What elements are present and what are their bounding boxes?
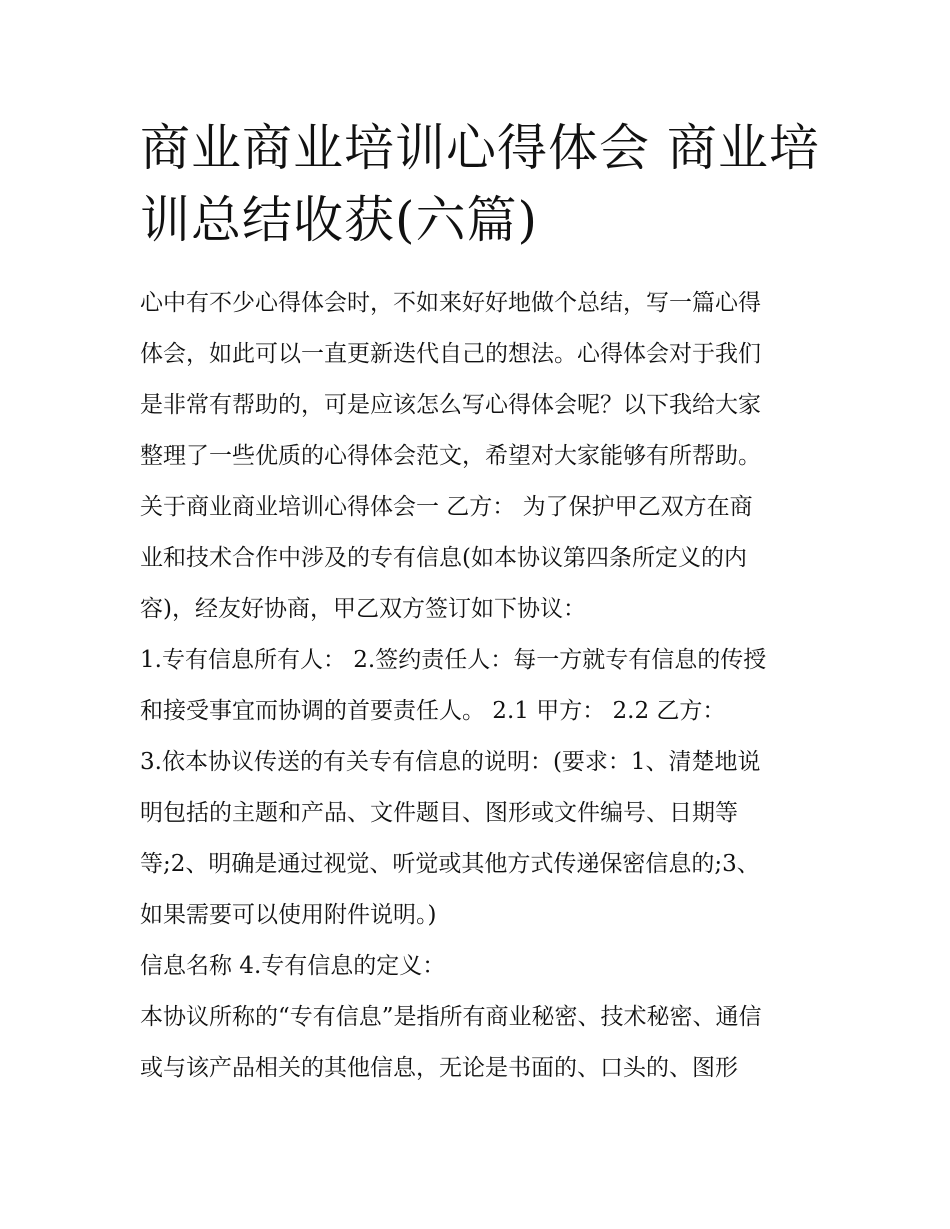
paragraph-clause-1-2: 1.专有信息所有人： 2.签约责任人：每一方就专有信息的传授 和接受事宜而协调的首要责任人。 2.1 甲方： 2.2 乙方： (140, 647, 767, 724)
document-title: 商业商业培训心得体会 商业培 训总结收获(六篇) (140, 119, 820, 249)
paragraph-clause-3: 3.依本协议传送的有关专有信息的说明：(要求：1、清楚地说 明包括的主题和产品、文件题目、图形或文件编号、日期等 等;2、明确是通过视觉、听觉或其他方式传递保密信息的;3、 如果需要可以使用附件说明。) (140, 749, 761, 928)
paragraph-intro: 心中有不少心得体会时，不如来好好地做个总结，写一篇心得 体会，如此可以一直更新迭代自己的想法。心得体会对于我们 是非常有帮助的，可是应该怎么写心得体会呢？以下我给大家 整理了一些优质的心得体会范文，希望对大家能够有所帮助。 (140, 290, 761, 469)
document-body (140, 278, 820, 1094)
paragraph-agreement-preamble: 关于商业商业培训心得体会一 乙方： 为了保护甲乙双方在商 业和技术合作中涉及的专有信息(如本协议第四条所定义的内 容)，经友好协商，甲乙双方签订如下协议： (140, 494, 753, 622)
paragraph-definition: 本协议所称的“专有信息”是指所有商业秘密、技术秘密、通信 或与该产品相关的其他信息，无论是书面的、口头的、图形 (140, 1004, 762, 1081)
paragraph-clause-4-heading: 信息名称 4.专有信息的定义： (140, 953, 446, 979)
